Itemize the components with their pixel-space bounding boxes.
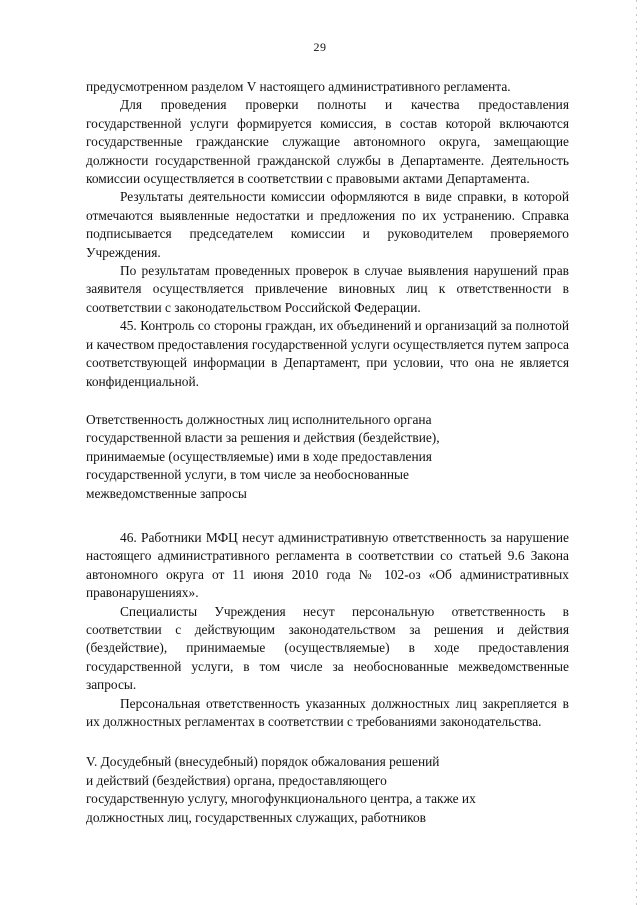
heading-line: и действий (бездействия) органа, предоставляющего — [86, 772, 387, 788]
document-body — [86, 78, 569, 827]
heading-line: должностных лиц, государственных служащих, работников — [86, 809, 426, 825]
heading-line: Ответственность должностных лиц исполнительного органа — [86, 411, 432, 427]
paragraph-continuation: предусмотренном разделом V настоящего административного регламента. — [86, 79, 511, 94]
section-heading-v — [86, 753, 569, 827]
paragraph-specialists: Специалисты Учреждения несут персональную ответственность в соответствии с действующим законодательством за решения и действия (бездействие), принимаемые (осуществляемые) в ходе предоставления государственной услуги, в том числе за необоснованные межведомственные запросы. — [86, 603, 569, 693]
heading-line: V. Досудебный (внесудебный) порядок обжалования решений — [86, 754, 440, 770]
paragraph-liability: По результатам проведенных проверок в случае выявления нарушений прав заявителя осуществляется привлечение виновных лиц к ответственности в соответствии с законодательством Российской Федерации. — [86, 263, 569, 315]
paragraph-commission-results: Результаты деятельности комиссии оформляются в виде справки, в которой отмечаются выявленные недостатки и предложения по их устранению. Справка подписывается председателем комиссии и руководителем проверяемого Учреждения. — [86, 189, 569, 260]
heading-line: государственной власти за решения и действия (бездействие), — [86, 430, 440, 446]
paragraph-commission: Для проведения проверки полноты и качества предоставления государственной услуги формируется комиссия, в состав которой включаются государственные гражданские служащие автономного округа, замещающие должности государственной гражданской службы в Департаменте. Деятельность комиссии осуществляется в соответствии с правовыми актами Департамента. — [86, 97, 569, 187]
paragraph-45: 45. Контроль со стороны граждан, их объединений и организаций за полнотой и качеством предоставления государственной услуги осуществляется путем запроса соответствующей информации в Департамент, при условии, что она не является конфиденциальной. — [86, 318, 569, 389]
paragraph-personal-responsibility: Персональная ответственность указанных должностных лиц закрепляется в их должностных регламентах в соответствии с требованиями законодательства. — [86, 695, 569, 729]
heading-line: государственную услугу, многофункционального центра, а также их — [86, 791, 476, 807]
heading-line: межведомственные запросы — [86, 485, 247, 501]
heading-line: принимаемые (осуществляемые) ими в ходе предоставления — [86, 448, 432, 464]
page-number: 29 — [313, 40, 327, 54]
paragraph-46: 46. Работники МФЦ несут административную ответственность за нарушение настоящего административного регламента в соответствии со статьей 9.6 Закона автономного округа от 11 июня 2010 года № 102-оз «Об административных правонарушениях». — [86, 529, 569, 601]
heading-line: государственной услуги, в том числе за необоснованные — [86, 467, 409, 483]
section-heading-responsibility — [86, 411, 569, 503]
scan-edge-mark — [636, 0, 637, 905]
